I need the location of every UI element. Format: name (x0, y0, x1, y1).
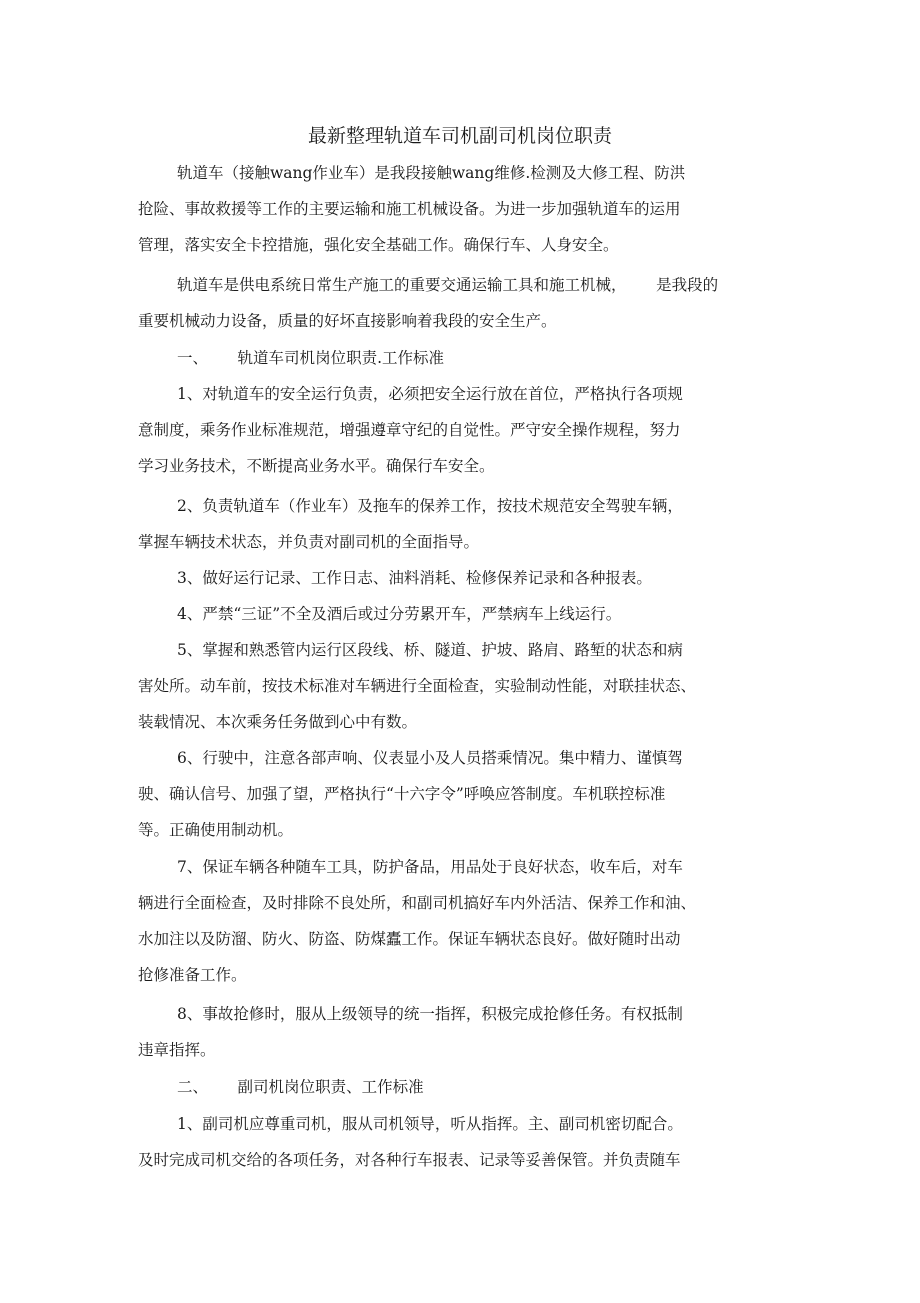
text-line: 3、做好运行记录、工作日志、油料消耗、检修保养记录和各种报表。 (177, 569, 652, 587)
document-title: 最新整理轨道车司机副司机岗位职责 (307, 125, 612, 147)
text-line: 轨道车是供电系统日常生产施工的重要交通运输工具和施工机械， 是我段的 (177, 276, 719, 294)
text-line: 违章指挥。 (138, 1041, 216, 1059)
text-line: 水加注以及防溜、防火、防盗、防煤蠹工作。保证车辆状态良好。做好随时出动 (138, 930, 681, 948)
text-line: 4、严禁“三证”不全及酒后或过分劳累开车，严禁病车上线运行。 (177, 605, 622, 623)
text-line: 1、对轨道车的安全运行负责，必须把安全运行放在首位，严格执行各项规 (177, 385, 683, 403)
text-line: 学习业务技术，不断提高业务水平。确保行车安全。 (138, 457, 495, 475)
text-line: 轨道车（接触wang作业车）是我段接触wang维修.检测及大修工程、防洪 (177, 164, 686, 182)
text-line: 等。正确使用制动机。 (138, 821, 294, 839)
section-heading: 一、 轨道车司机岗位职责.工作标准 (177, 349, 444, 367)
text-line: 2、负责轨道车（作业车）及拖车的保养工作，按技术规范安全驾驶车辆， (177, 497, 683, 515)
text-line: 管理，落实安全卡控措施，强化安全基础工作。确保行车、人身安全。 (138, 236, 619, 254)
text-line: 8、事故抢修时，服从上级领导的统一指挥，积极完成抢修任务。有权抵制 (177, 1005, 683, 1023)
text-line: 1、副司机应尊重司机，服从司机领导，听从指挥。主、副司机密切配合。 (177, 1115, 683, 1133)
text-line: 6、行驶中，注意各部声响、仪表显小及人员搭乘情况。集中精力、谨慎驾 (177, 749, 683, 767)
text-line: 害处所。动车前，按技术标准对车辆进行全面检查，实验制动性能，对联挂状态、 (138, 677, 697, 695)
text-line: 辆进行全面检查，及时排除不良处所，和副司机搞好车内外活洁、保养工作和油、 (138, 894, 697, 912)
section-heading: 二、 副司机岗位职责、工作标准 (177, 1078, 424, 1096)
text-line: 重要机械动力设备，质量的好坏直接影响着我段的安全生产。 (138, 312, 557, 330)
text-line: 驶、确认信号、加强了望，严格执行“十六字令”呼唤应答制度。车机联控标准 (138, 785, 666, 803)
text-line: 5、掌握和熟悉管内运行区段线、桥、隧道、护坡、路肩、路堑的状态和病 (177, 641, 683, 659)
text-line: 抢修准备工作。 (138, 966, 247, 984)
text-line: 意制度，乘务作业标准规范，增强遵章守纪的自觉性。严守安全操作规程，努力 (138, 421, 681, 439)
text-line: 及时完成司机交给的各项任务，对各种行车报表、记录等妥善保管。并负责随车 (138, 1151, 681, 1169)
text-line: 7、保证车辆各种随车工具，防护备品，用品处于良好状态，收车后，对车 (177, 858, 683, 876)
text-line: 抢险、事故救援等工作的主要运输和施工机械设备。为进一步加强轨道车的运用 (138, 200, 681, 218)
text-line: 掌握车辆技术状态，并负责对副司机的全面指导。 (138, 533, 480, 551)
text-line: 装载情况、本次乘务任务做到心中有数。 (138, 713, 418, 731)
